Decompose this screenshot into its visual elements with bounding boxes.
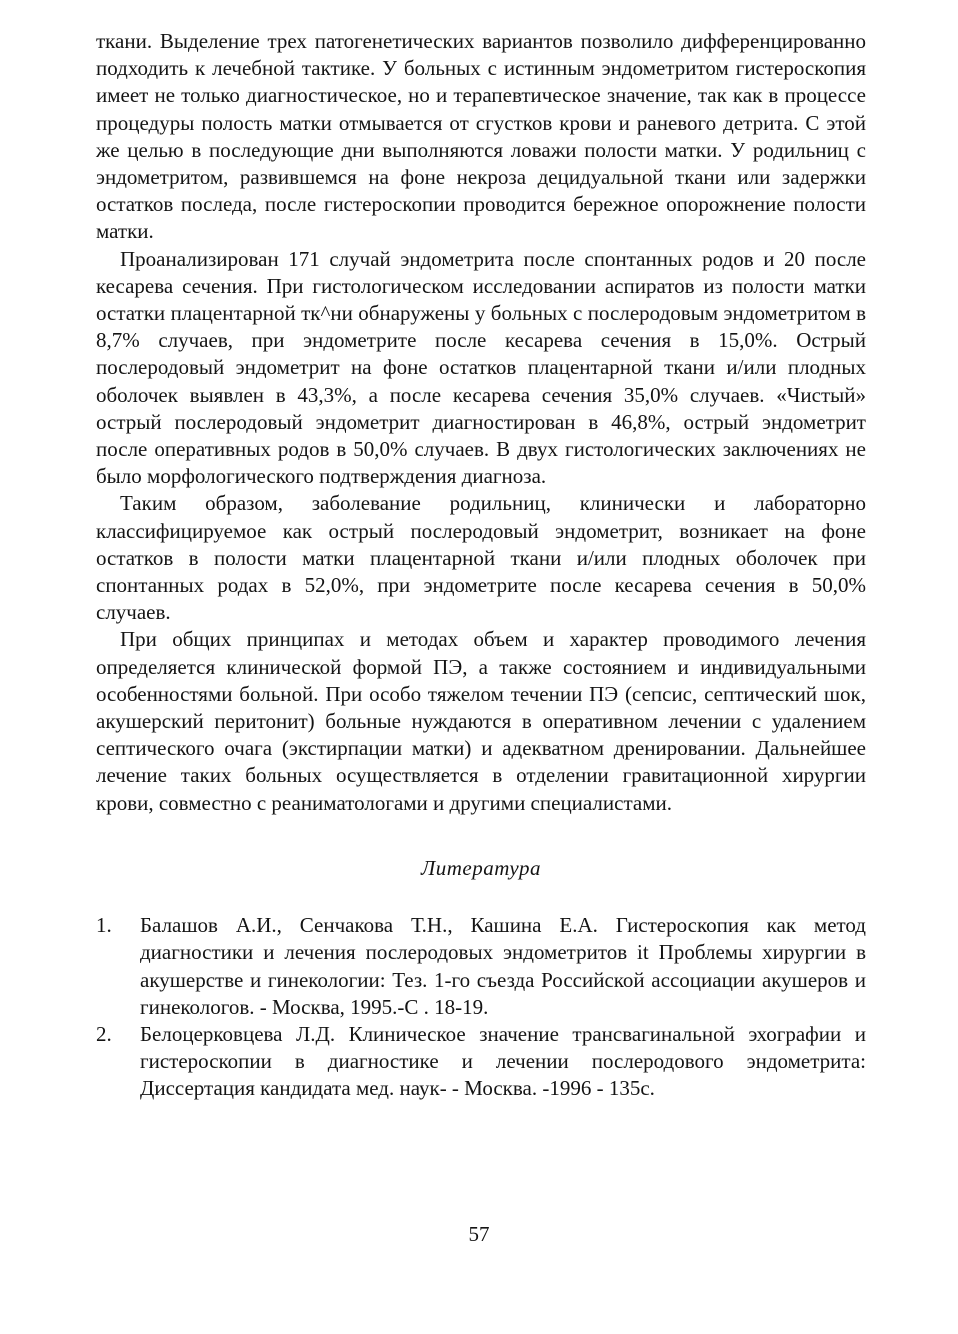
- reference-number: 1.: [96, 913, 112, 938]
- body-paragraph-1: ткани. Выделение трех патогенетических вариантов позволило дифференцированно подходить к лечебной тактике. У больных с истинным эндометритом гистероскопия имеет не только диагностическое, но и терапевтическое значение, так как в процессе процедуры полость матки отмывается от сгустков крови и раневого детрита. С этой же целью в последующие дни выполняются ловажи полости матки. У родильниц с эндометритом, развившемся на фоне некроза децидуальной ткани или задержки остатков последа, после гистероскопии проводится бережное опорожнение полости матки.: [96, 29, 866, 244]
- references-heading: Литература: [421, 855, 541, 880]
- body-paragraph-3: Таким образом, заболевание родильниц, клинически и лабораторно классифицируемое как острый послеродовый эндометрит, возникает на фоне остатков в полости матки плацентарной ткани и/или плодных оболочек при спонтанных родах в 52,0%, при эндометрите после кесарева сечения в 50,0% случаев.: [96, 491, 866, 625]
- reference-item: [96, 1021, 866, 1103]
- body-paragraph-2: Проанализирован 171 случай эндометрита после спонтанных родов и 20 после кесарева сечения. При гистологическом исследовании аспиратов из полости матки остатки плацентарной тк^ни обнаружены у больных с послеродовым эндометритом в 8,7% случаев, при эндометрите после кесарева сечения в 15,0%. Острый послеродовый эндометрит на фоне остатков плацентарной ткани и/или плодных оболочек выявлен в 43,3%, а после кесарева сечения 35,0% случаев. «Чистый» острый послеродовый эндометрит диагностирован в 46,8%, острый эндометрит после оперативных родов в 50,0% случаев. В двух гистологических заключениях не было морфологического подтверждения диагноза.: [96, 246, 866, 489]
- page-number: 57: [468, 1222, 490, 1246]
- reference-number: 2.: [96, 1021, 112, 1046]
- page-content: [96, 28, 866, 1103]
- reference-item: [96, 912, 866, 1021]
- reference-text: Балашов А.И., Сенчакова Т.Н., Кашина Е.А. Гистероскопия как метод диагностики и лечения послеродовых эндометритов it Проблемы хирургии в акушерстве и гинекологии: Тез. 1-го съезда Российской ассоциации акушеров и гинекологов. - Москва, 1995.-С . 18-19.: [140, 913, 866, 1019]
- body-paragraph-4: При общих принципах и методах объем и характер проводимого лечения определяется клинической формой ПЭ, а также состоянием и индивидуальными особенностями больной. При особо тяжелом течении ПЭ (сепсис, септический шок, акушерский перитонит) больные нуждаются в оперативном лечении с удалением септического очага (экстирпации матки) и адекватном дренировании. Дальнейшее лечение таких больных осуществляется в отделении гравитационной хирургии крови, совместно с реаниматологами и другими специалистами.: [96, 627, 866, 815]
- reference-text: Белоцерковцева Л.Д. Клиническое значение трансвагинальной эхографии и гистероскопии в диагностике и лечении послеродового эндометрита: Диссертация кандидата мед. наук- - Москва. -1996 - 135с.: [140, 1021, 866, 1101]
